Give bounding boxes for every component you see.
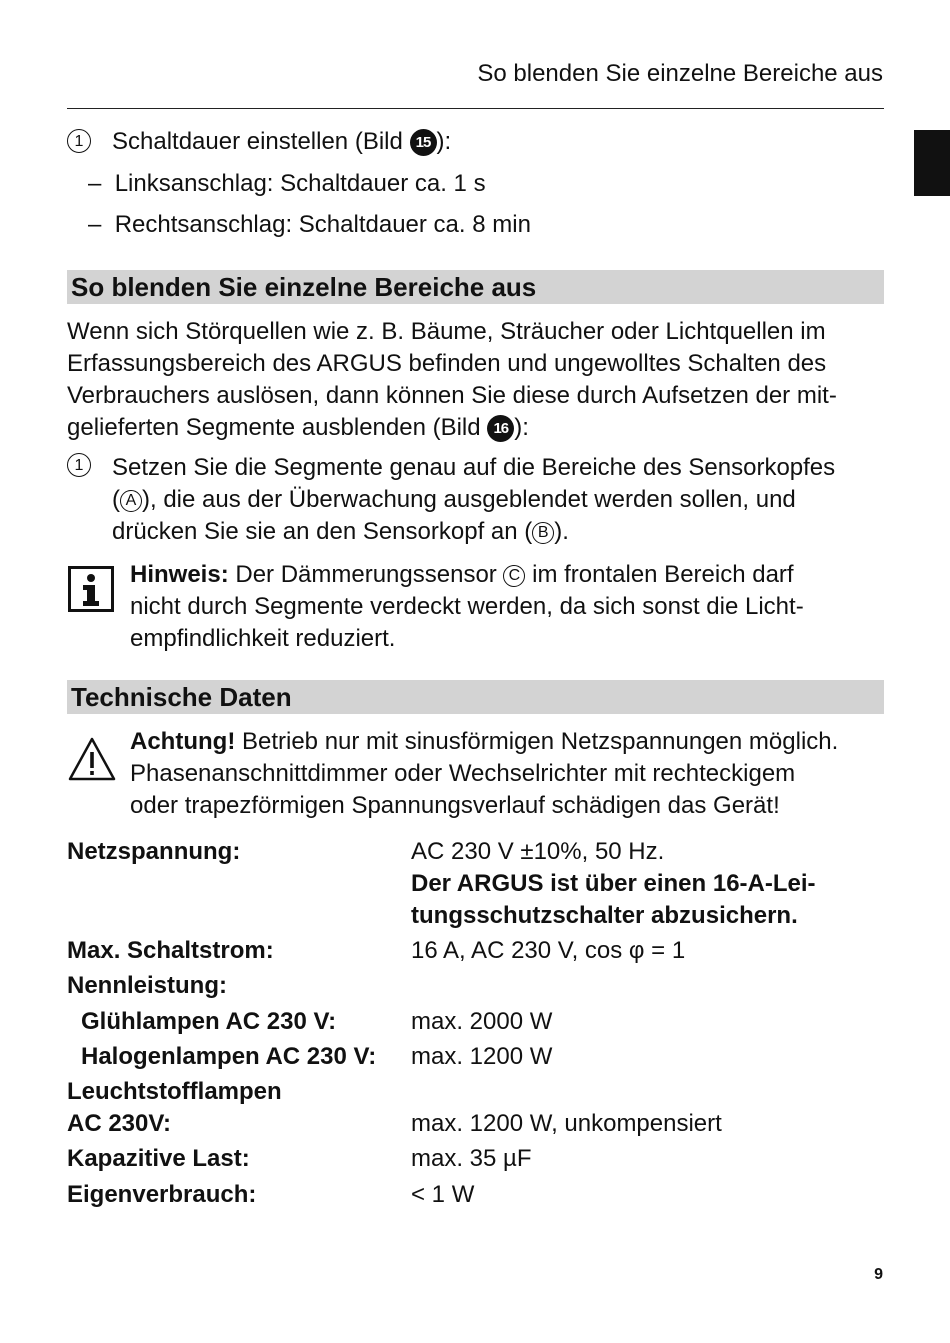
thumb-index-tab bbox=[914, 130, 950, 196]
header-rule bbox=[67, 108, 884, 109]
spec-value-netzspannung: AC 230 V ±10%, 50 Hz. bbox=[411, 838, 665, 865]
spec-label-leuchtstofflampen-ac: AC 230V: bbox=[67, 1110, 172, 1137]
spec-label-gluehlampen: Glühlampen AC 230 V: bbox=[81, 1008, 337, 1035]
running-header: So blenden Sie einzelne Bereiche aus bbox=[477, 60, 883, 87]
marker-b: B bbox=[532, 522, 554, 544]
spec-value-kapazitive-last: max. 35 µF bbox=[411, 1145, 532, 1172]
warning-icon bbox=[67, 736, 117, 782]
spec-label-kapazitive-last: Kapazitive Last: bbox=[67, 1145, 250, 1172]
figure-ref-16: 16 bbox=[487, 415, 514, 442]
spec-label-halogenlampen: Halogenlampen AC 230 V: bbox=[81, 1043, 377, 1070]
spec-label-netzspannung: Netzspannung: bbox=[67, 838, 241, 865]
spec-label-eigenverbrauch: Eigenverbrauch: bbox=[67, 1181, 257, 1208]
figure-ref-15: 15 bbox=[410, 129, 437, 156]
marker-a: A bbox=[120, 490, 142, 512]
spec-label-schaltstrom: Max. Schaltstrom: bbox=[67, 937, 274, 964]
dash-item: – Rechtsanschlag: Schaltdauer ca. 8 min bbox=[88, 211, 531, 238]
step-marker: 1 bbox=[67, 453, 91, 477]
marker-c: C bbox=[503, 565, 525, 587]
step-marker: 1 bbox=[67, 129, 91, 153]
spec-value-eigenverbrauch: < 1 W bbox=[411, 1181, 475, 1208]
spec-netz-note: Der ARGUS ist über einen 16-A-Lei- bbox=[411, 870, 816, 897]
intro-paragraph: Wenn sich Störquellen wie z. B. Bäume, Sträucher oder Lichtquellen im Erfassungsbereich des ARGUS befinden und ungewolltes Schalten des Verbrauchers auslösen, dann können Sie diese durch Aufsetzen der mit- gelieferten Segmente ausblenden (Bild 16 ): bbox=[67, 318, 837, 441]
step-schaltdauer: 1 Schaltdauer einstellen (Bild 15 ): bbox=[67, 128, 451, 156]
page-number: 9 bbox=[874, 1266, 883, 1283]
warning-achtung: Achtung! Betrieb nur mit sinusförmigen Netzspannungen möglich. Phasenanschnittdimmer oder Wechselrichter mit rechteckigem oder trapezförmigen Spannungsverlauf schädigen das Gerät! bbox=[130, 728, 839, 819]
spec-label-nennleistung: Nennleistung: bbox=[67, 972, 227, 999]
section-heading-ausblenden: So blenden Sie einzelne Bereiche aus bbox=[67, 270, 884, 304]
spec-value-gluehlampen: max. 2000 W bbox=[411, 1008, 553, 1035]
spec-value-schaltstrom: 16 A, AC 230 V, cos φ = 1 bbox=[411, 937, 686, 964]
spec-value-halogenlampen: max. 1200 W bbox=[411, 1043, 553, 1070]
spec-value-leuchtstofflampen: max. 1200 W, unkompensiert bbox=[411, 1110, 722, 1137]
spec-netz-note: tungsschutzschalter abzusichern. bbox=[411, 902, 798, 929]
step-segmente bbox=[67, 452, 91, 480]
note-hinweis: Hinweis: Der Dämmerungssensor C im frontalen Bereich darf nicht durch Segmente verdeckt werden, da sich sonst die Licht- empfindlichkeit reduziert. bbox=[130, 561, 804, 652]
dash-item: – Linksanschlag: Schaltdauer ca. 1 s bbox=[88, 170, 486, 197]
section-heading-technische-daten: Technische Daten bbox=[67, 680, 884, 714]
info-icon bbox=[68, 566, 114, 612]
spec-label-leuchtstofflampen: Leuchtstofflampen bbox=[67, 1078, 282, 1105]
step-segmente-text: Setzen Sie die Segmente genau auf die Bereiche des Sensorkopfes ( A ), die aus der Überwachung ausgeblendet werden sollen, und drücken Sie sie an den Sensorkopf an ( B ). bbox=[112, 454, 836, 545]
